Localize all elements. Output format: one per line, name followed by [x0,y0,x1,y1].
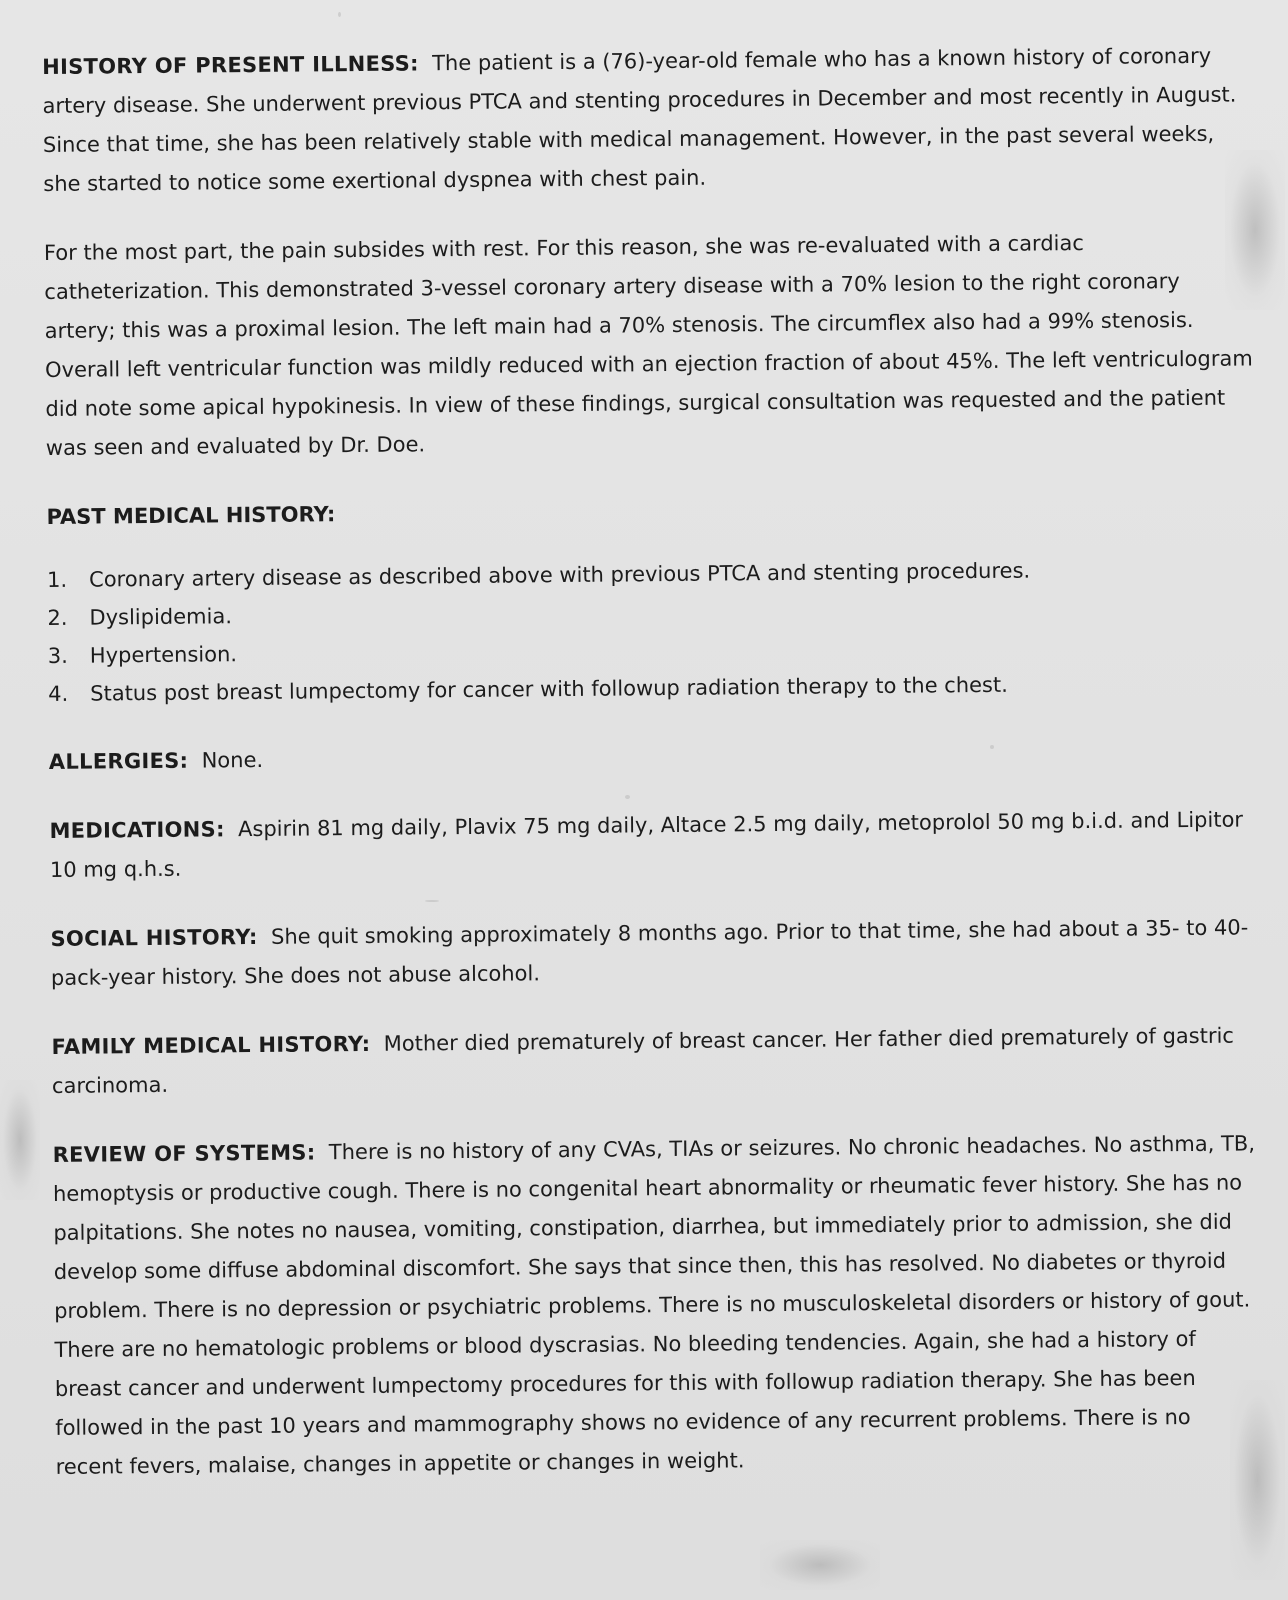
document-body [42,36,1264,1487]
list-item-number: 1. [46,567,68,592]
pmh-label: PAST MEDICAL HISTORY: [46,502,336,529]
family-history-label: FAMILY MEDICAL HISTORY: [51,1031,371,1059]
list-item-text: Status post breast lumpectomy for cancer with followup radiation therapy to the chest. [90,672,1008,706]
family-history-paragraph [51,1016,1260,1106]
hpi-paragraph-2: For the most part, the pain subsides with rest. For this reason, she was re-evaluated with a cardiac catheterization. This demonstrated 3-vessel coronary artery disease with a 70% lesion to the right coronary artery; this was a proximal lesion. The left main had a 70% stenosis. The circumflex also had a 99% stenosis. Overall left ventricular function was mildly reduced with an ejection fraction of about 45%. The left ventriculogram did note some apical hypokinesis. In view of these findings, surgical consultation was requested and the patient was seen and evaluated by Dr. Doe. [43,231,1253,460]
social-history-label: SOCIAL HISTORY: [50,924,258,951]
social-history-paragraph [50,908,1259,998]
list-item-text: Coronary artery disease as described above with previous PTCA and stenting procedures. [88,558,1031,592]
pmh-list [47,549,1256,713]
hpi-label: HISTORY OF PRESENT ILLNESS: [42,51,419,79]
hpi-text: The patient is a (76)-year-old female who has a known history of coronary artery disease. She underwent previous PTCA and stenting procedures in December and most recently in August. Since that time, she has been relatively stable with medical management. However, in the past several weeks, she started to notice some exertional dyspnea with chest pain. [42,43,1237,196]
review-of-systems-paragraph [52,1124,1263,1487]
family-history-text: Mother died prematurely of breast cancer. Her father died prematurely of gastric carcinoma. [51,1023,1235,1098]
social-history-text: She quit smoking approximately 8 months ago. Prior to that time, she had about a 35- to 40-pack-year history. She does not abuse alcohol. [50,915,1249,990]
allergies-text: None. [201,747,264,773]
list-item-number: 4. [48,681,69,706]
list-item-number: 3. [47,643,68,668]
list-item-text: Dyslipidemia. [89,604,233,630]
hpi-paragraph [42,36,1251,204]
review-of-systems-text: There is no history of any CVAs, TIAs or seizures. No chronic headaches. No asthma, TB, hemoptysis or productive cough. There is no congenital heart abnormality or rheumatic fever history. She has no palpitations. She notes no nausea, vomiting, constipation, diarrhea, but immediately prior to admission, she did develop some diffuse abdominal discomfort. She says that since then, this has resolved. No diabetes or thyroid problem. There is no depression or psychiatric problems. There is no musculoskeletal disorders or history of gout. There are no hematologic problems or blood dyscrasias. No bleeding tendencies. Again, she had a history of breast cancer and underwent lumpectomy procedures for this with followup radiation therapy. She has been followed in the past 10 years and mammography shows no evidence of any recurrent problems. There is no recent fevers, malaise, changes in appetite or changes in weight. [52,1131,1256,1479]
allergies-label: ALLERGIES: [48,748,189,774]
medications-label: MEDICATIONS: [49,817,225,843]
page-smudge [760,1540,880,1590]
page-smudge [0,1080,40,1200]
page-speck [338,12,341,17]
list-item-number: 2. [47,605,68,630]
medications-text: Aspirin 81 mg daily, Plavix 75 mg daily, Altace 2.5 mg daily, metoprolol 50 mg b.i.d. and Lipitor 10 mg q.h.s. [49,807,1244,882]
list-item-text: Hypertension. [89,642,238,668]
medications-paragraph [49,800,1258,890]
review-of-systems-label: REVIEW OF SYSTEMS: [52,1140,316,1167]
